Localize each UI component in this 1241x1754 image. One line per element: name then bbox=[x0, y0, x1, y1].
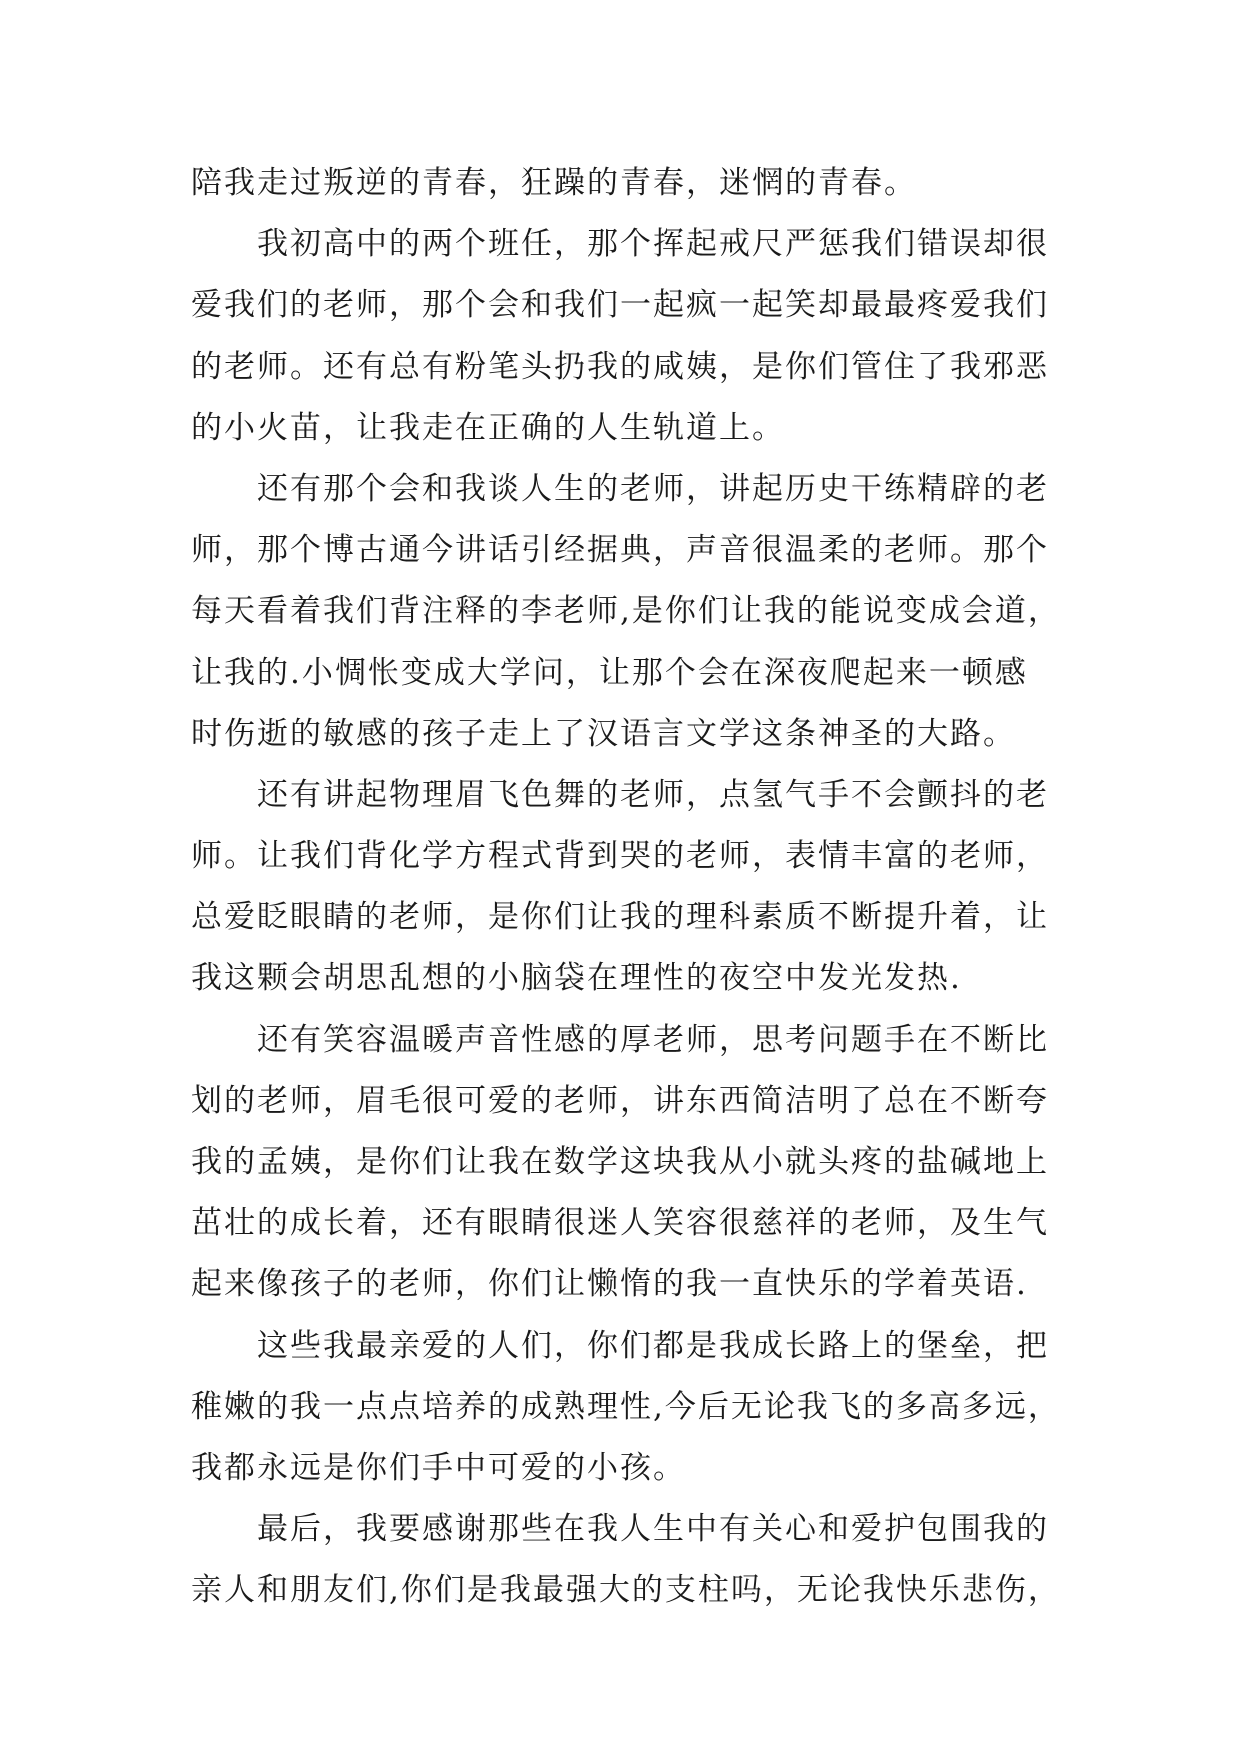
text-line: 划的老师，眉毛很可爱的老师，讲东西简洁明了总在不断夸 bbox=[191, 1082, 1049, 1119]
text-line: 师。让我们背化学方程式背到哭的老师，表情丰富的老师， bbox=[191, 838, 1049, 875]
paragraph-first-line: 这些我最亲爱的人们，你们都是我成长路上的堡垒，把 bbox=[257, 1327, 1049, 1364]
text-line: 总爱眨眼睛的老师，是你们让我的理科素质不断提升着，让 bbox=[191, 899, 1049, 936]
text-line: 陪我走过叛逆的青春，狂躁的青春，迷惘的青春。 bbox=[191, 165, 917, 201]
paragraph-first-line: 还有那个会和我谈人生的老师，讲起历史干练精辟的老 bbox=[257, 470, 1049, 507]
text-line: 茁壮的成长着，还有眼睛很迷人笑容很慈祥的老师，及生气 bbox=[191, 1205, 1049, 1242]
text-line: 我都永远是你们手中可爱的小孩。 bbox=[191, 1449, 686, 1486]
text-line: 的小火苗，让我走在正确的人生轨道上。 bbox=[191, 409, 785, 446]
text-line: 时伤逝的敏感的孩子走上了汉语言文学这条神圣的大路。 bbox=[191, 715, 1016, 752]
document-body bbox=[191, 161, 1061, 1630]
text-line: 起来像孩子的老师，你们让懒惰的我一直快乐的学着英语. bbox=[191, 1266, 1028, 1303]
paragraph-first-line: 还有笑容温暖声音性感的厚老师，思考问题手在不断比 bbox=[257, 1021, 1049, 1058]
text-line: 亲人和朋友们,你们是我最强大的支柱吗，无论我快乐悲伤， bbox=[191, 1572, 1061, 1609]
text-line: 每天看着我们背注释的李老师,是你们让我的能说变成会道， bbox=[191, 593, 1061, 630]
text-line: 的老师。还有总有粉笔头扔我的咸姨，是你们管住了我邪恶 bbox=[191, 348, 1049, 385]
paragraph-first-line: 还有讲起物理眉飞色舞的老师，点氢气手不会颤抖的老 bbox=[257, 776, 1049, 813]
text-line: 让我的.小惆怅变成大学问，让那个会在深夜爬起来一顿感 bbox=[191, 654, 1028, 691]
paragraph-first-line: 我初高中的两个班任，那个挥起戒尺严惩我们错误却很 bbox=[257, 226, 1049, 263]
text-line: 爱我们的老师，那个会和我们一起疯一起笑却最最疼爱我们 bbox=[191, 287, 1049, 324]
text-line: 我的孟姨，是你们让我在数学这块我从小就头疼的盐碱地上 bbox=[191, 1144, 1049, 1180]
text-line: 我这颗会胡思乱想的小脑袋在理性的夜空中发光发热. bbox=[191, 960, 962, 997]
text-line: 稚嫩的我一点点培养的成熟理性,今后无论我飞的多高多远， bbox=[191, 1388, 1061, 1425]
text-line: 师，那个博古通今讲话引经据典，声音很温柔的老师。那个 bbox=[191, 532, 1049, 569]
paragraph-first-line: 最后，我要感谢那些在我人生中有关心和爱护包围我的 bbox=[257, 1511, 1049, 1548]
